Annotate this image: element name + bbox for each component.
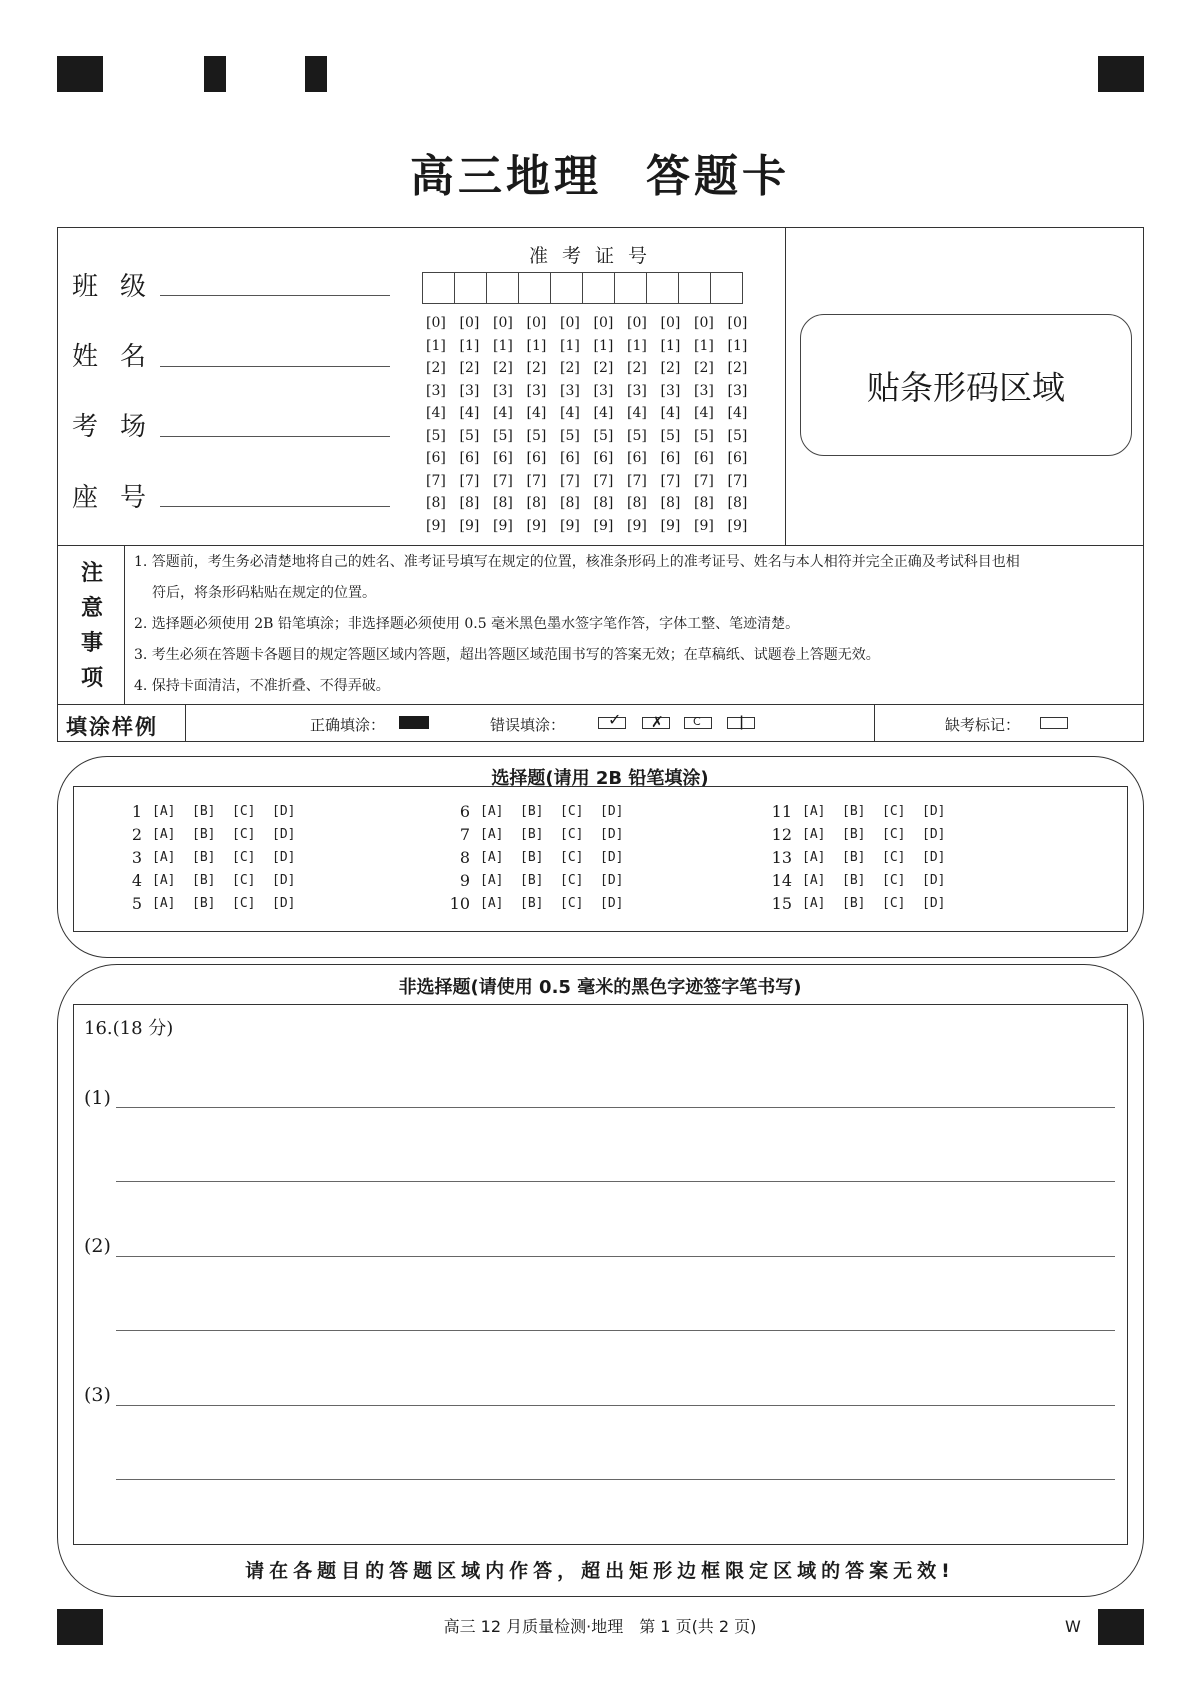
answer-line[interactable]: [116, 1256, 1115, 1257]
option-bubble[interactable]: [C]: [882, 896, 906, 911]
digit-bubble[interactable]: [4]: [459, 405, 480, 421]
digit-bubble[interactable]: [7]: [727, 472, 748, 489]
notice-item: 符后，将条形码粘贴在规定的位置。: [152, 585, 376, 601]
digit-bubble[interactable]: [6]: [727, 450, 748, 466]
option-bubble[interactable]: [D]: [272, 850, 296, 865]
digit-row: [426, 447, 761, 470]
digit-bubble[interactable]: [9]: [593, 517, 614, 534]
digit-bubble[interactable]: [0]: [593, 315, 614, 331]
option-bubble[interactable]: [A]: [480, 850, 504, 865]
digit-bubble[interactable]: [0]: [459, 315, 480, 331]
exam-number-box[interactable]: [422, 272, 455, 304]
digit-bubble[interactable]: [4]: [560, 405, 580, 421]
digit-bubble[interactable]: [6]: [660, 450, 681, 466]
digit-bubble[interactable]: [1]: [660, 337, 681, 354]
class-field[interactable]: [160, 295, 390, 296]
question-number: 12: [771, 825, 792, 844]
digit-bubble[interactable]: [1]: [560, 337, 580, 354]
choice-question-row: [112, 802, 312, 821]
notice-item: 1. 答题前，考生务必清楚地将自己的姓名、准考证号填写在规定的位置，核准条形码上的准考证号、姓名与本人相符并完全正确及考试科目也相: [134, 554, 1020, 570]
option-bubble[interactable]: [C]: [232, 827, 256, 842]
digit-bubble[interactable]: [7]: [560, 472, 580, 489]
choice-question-row: [762, 802, 962, 821]
option-bubble[interactable]: [D]: [272, 804, 296, 819]
digit-bubble[interactable]: [6]: [694, 450, 714, 466]
check-icon: ✓: [608, 710, 622, 729]
option-bubble[interactable]: [A]: [152, 850, 176, 865]
choice-question-row: [440, 825, 640, 844]
option-bubble[interactable]: [A]: [480, 804, 504, 819]
digit-bubble[interactable]: [2]: [459, 360, 480, 376]
option-bubble[interactable]: [A]: [802, 896, 826, 911]
digit-bubble[interactable]: [3]: [593, 382, 614, 399]
choice-question-row: [762, 894, 962, 913]
digit-bubble[interactable]: [0]: [660, 315, 681, 331]
exam-number-box[interactable]: [614, 272, 647, 304]
option-bubble[interactable]: [D]: [272, 827, 296, 842]
digit-bubble[interactable]: [8]: [627, 495, 647, 511]
question-number: 13: [771, 848, 792, 867]
option-bubble[interactable]: [A]: [802, 804, 826, 819]
digit-bubble[interactable]: [1]: [694, 337, 714, 354]
option-bubble[interactable]: [A]: [152, 804, 176, 819]
digit-bubble[interactable]: [4]: [727, 405, 748, 421]
option-bubble[interactable]: [C]: [882, 827, 906, 842]
divider: [185, 704, 186, 742]
digit-bubble[interactable]: [8]: [493, 495, 513, 511]
question-number: 7: [459, 825, 470, 844]
digit-bubble[interactable]: [7]: [627, 472, 647, 489]
notice-item: 2. 选择题必须使用 2B 铅笔填涂；非选择题必须使用 0.5 毫米黑色墨水签字笔作答，字体工整、笔迹清楚。: [134, 616, 800, 632]
part-label: (1): [84, 1087, 111, 1109]
exam-room-field[interactable]: [160, 436, 390, 437]
registration-mark: [204, 56, 226, 92]
option-bubble[interactable]: [D]: [922, 804, 946, 819]
digit-bubble[interactable]: [8]: [660, 495, 681, 511]
exam-number-box[interactable]: [486, 272, 519, 304]
exam-number-box[interactable]: [454, 272, 487, 304]
option-bubble[interactable]: [A]: [480, 873, 504, 888]
page-title: [0, 140, 1200, 204]
answer-line[interactable]: [116, 1181, 1115, 1182]
digit-bubble[interactable]: [5]: [727, 427, 748, 444]
option-bubble[interactable]: [D]: [922, 873, 946, 888]
exam-number-box[interactable]: [582, 272, 615, 304]
digit-bubble[interactable]: [8]: [727, 495, 748, 511]
option-bubble[interactable]: [C]: [882, 804, 906, 819]
open-section-title: 非选择题(请使用 0.5 毫米的黑色字迹签字笔书写): [398, 977, 802, 998]
digit-bubble[interactable]: [7]: [493, 472, 513, 489]
digit-bubble[interactable]: [4]: [526, 405, 547, 421]
option-bubble[interactable]: [A]: [152, 873, 176, 888]
digit-bubble[interactable]: [5]: [560, 427, 580, 444]
digit-bubble[interactable]: [9]: [493, 517, 513, 534]
choice-question-row: [112, 825, 312, 844]
digit-bubble[interactable]: [5]: [627, 427, 647, 444]
answer-line[interactable]: [116, 1405, 1115, 1406]
digit-row: [426, 335, 761, 358]
circle-c-icon: C: [693, 715, 701, 728]
digit-bubble[interactable]: [3]: [426, 382, 446, 399]
bar-icon: |: [739, 714, 745, 730]
digit-bubble[interactable]: [1]: [627, 337, 647, 354]
digit-bubble[interactable]: [5]: [526, 427, 547, 444]
open-section-inner: [73, 1004, 1128, 1545]
digit-bubble[interactable]: [8]: [459, 495, 480, 511]
divider: [57, 704, 1144, 705]
cross-icon: ✗: [651, 713, 664, 731]
option-bubble[interactable]: [B]: [192, 873, 216, 888]
digit-bubble[interactable]: [2]: [660, 360, 681, 376]
digit-bubble[interactable]: [6]: [426, 450, 446, 466]
digit-bubble[interactable]: [5]: [459, 427, 480, 444]
barcode-area: 贴条形码区域: [800, 314, 1132, 456]
digit-bubble[interactable]: [2]: [426, 360, 446, 376]
option-bubble[interactable]: [B]: [192, 896, 216, 911]
digit-bubble[interactable]: [2]: [560, 360, 580, 376]
option-bubble[interactable]: [A]: [802, 873, 826, 888]
digit-bubble[interactable]: [9]: [560, 517, 580, 534]
part-label: (3): [84, 1384, 111, 1406]
choice-question-row: [440, 871, 640, 890]
absent-mark-box[interactable]: [1040, 717, 1068, 729]
option-bubble[interactable]: [B]: [520, 850, 544, 865]
option-bubble[interactable]: [C]: [560, 804, 584, 819]
wrong-fill-cross-mark: [642, 713, 670, 731]
part-label: (2): [84, 1235, 111, 1257]
divider: [874, 704, 875, 742]
digit-bubble[interactable]: [7]: [694, 472, 714, 489]
choice-section-title: 选择题(请用 2B 铅笔填涂): [491, 768, 709, 789]
answer-line[interactable]: [116, 1330, 1115, 1331]
seat-label: 座号: [72, 483, 169, 513]
card-title: 答题卡: [646, 151, 790, 202]
exam-number-box[interactable]: [678, 272, 711, 304]
choice-question-row: [440, 848, 640, 867]
question-number: 16.(18 分): [84, 1018, 174, 1039]
digit-bubble[interactable]: [3]: [627, 382, 647, 399]
option-bubble[interactable]: [C]: [232, 850, 256, 865]
choice-question-row: [112, 848, 312, 867]
notice-heading-char: 项: [80, 666, 103, 691]
digit-bubble[interactable]: [4]: [426, 405, 446, 421]
digit-bubble[interactable]: [7]: [660, 472, 681, 489]
choice-question-row: [440, 802, 640, 821]
digit-bubble[interactable]: [4]: [593, 405, 614, 421]
seat-field[interactable]: [160, 506, 390, 507]
digit-bubble[interactable]: [6]: [560, 450, 580, 466]
digit-bubble[interactable]: [8]: [526, 495, 547, 511]
option-bubble[interactable]: [A]: [480, 827, 504, 842]
class-label: 班级: [72, 272, 169, 302]
option-bubble[interactable]: [C]: [560, 896, 584, 911]
digit-bubble[interactable]: [9]: [727, 517, 748, 534]
digit-bubble[interactable]: [6]: [526, 450, 547, 466]
wrong-fill-label: 错误填涂：: [490, 716, 566, 734]
answer-line[interactable]: [116, 1479, 1115, 1480]
digit-bubble[interactable]: [7]: [593, 472, 614, 489]
wrong-fill-bar-mark: [727, 714, 755, 730]
digit-bubble[interactable]: [9]: [660, 517, 681, 534]
question-number: 15: [771, 894, 792, 913]
option-bubble[interactable]: [D]: [600, 896, 624, 911]
digit-bubble[interactable]: [1]: [593, 337, 614, 354]
digit-bubble[interactable]: [6]: [459, 450, 480, 466]
digit-bubble[interactable]: [9]: [426, 517, 446, 534]
digit-bubble[interactable]: [6]: [493, 450, 513, 466]
digit-bubble[interactable]: [5]: [660, 427, 681, 444]
option-bubble[interactable]: [D]: [922, 850, 946, 865]
question-number: 6: [459, 802, 470, 821]
option-bubble[interactable]: [A]: [802, 827, 826, 842]
digit-row: [426, 380, 761, 403]
question-number: 9: [459, 871, 470, 890]
digit-row: [426, 357, 761, 380]
registration-mark: [1098, 56, 1144, 92]
digit-bubble[interactable]: [3]: [526, 382, 547, 399]
option-bubble[interactable]: [C]: [232, 804, 256, 819]
digit-bubble[interactable]: [0]: [493, 315, 513, 331]
option-bubble[interactable]: [C]: [560, 850, 584, 865]
digit-bubble[interactable]: [2]: [526, 360, 547, 376]
digit-bubble[interactable]: [3]: [694, 382, 714, 399]
answer-area-warning: 请在各题目的答题区域内作答，超出矩形边框限定区域的答案无效!: [245, 1560, 955, 1582]
option-bubble[interactable]: [B]: [520, 827, 544, 842]
digit-bubble[interactable]: [5]: [694, 427, 714, 444]
digit-bubble[interactable]: [3]: [493, 382, 513, 399]
digit-row: [426, 470, 761, 493]
footer-code: W: [1065, 1617, 1081, 1636]
digit-bubble[interactable]: [0]: [526, 315, 547, 331]
digit-bubble[interactable]: [7]: [526, 472, 547, 489]
digit-bubble[interactable]: [4]: [660, 405, 681, 421]
option-bubble[interactable]: [D]: [272, 896, 296, 911]
option-bubble[interactable]: [B]: [520, 804, 544, 819]
question-number: 11: [771, 802, 792, 821]
subject-title: 高三地理: [410, 151, 602, 202]
digit-bubble[interactable]: [5]: [593, 427, 614, 444]
digit-bubble[interactable]: [3]: [660, 382, 681, 399]
option-bubble[interactable]: [D]: [922, 896, 946, 911]
digit-bubble[interactable]: [2]: [593, 360, 614, 376]
option-bubble[interactable]: [B]: [520, 873, 544, 888]
divider: [785, 227, 786, 545]
registration-mark: [305, 56, 327, 92]
question-number: 8: [459, 848, 470, 867]
digit-bubble[interactable]: [1]: [727, 337, 748, 354]
question-number: 3: [131, 848, 142, 867]
wrong-fill-check-mark: [598, 710, 626, 729]
digit-bubble[interactable]: [1]: [493, 337, 513, 354]
exam-number-bubbles: [426, 312, 761, 537]
fill-sample-label: 填涂样例: [66, 715, 158, 739]
option-bubble[interactable]: [B]: [842, 804, 866, 819]
exam-number-box[interactable]: [646, 272, 679, 304]
digit-bubble[interactable]: [5]: [426, 427, 446, 444]
notice-heading-char: 意: [80, 596, 103, 621]
digit-bubble[interactable]: [6]: [593, 450, 614, 466]
option-bubble[interactable]: [B]: [192, 804, 216, 819]
digit-bubble[interactable]: [8]: [560, 495, 580, 511]
option-bubble[interactable]: [B]: [192, 850, 216, 865]
option-bubble[interactable]: [D]: [922, 827, 946, 842]
exam-number-box[interactable]: [518, 272, 551, 304]
digit-bubble[interactable]: [7]: [426, 472, 446, 489]
exam-room-label: 考场: [72, 412, 169, 442]
option-bubble[interactable]: [A]: [480, 896, 504, 911]
digit-bubble[interactable]: [1]: [459, 337, 480, 354]
digit-bubble[interactable]: [3]: [727, 382, 748, 399]
correct-fill-mark: [399, 716, 429, 729]
exam-number-box[interactable]: [550, 272, 583, 304]
option-bubble[interactable]: [A]: [152, 827, 176, 842]
digit-bubble[interactable]: [5]: [493, 427, 513, 444]
digit-bubble[interactable]: [0]: [694, 315, 714, 331]
option-bubble[interactable]: [B]: [842, 873, 866, 888]
choice-question-row: [112, 871, 312, 890]
digit-bubble[interactable]: [9]: [627, 517, 647, 534]
digit-bubble[interactable]: [8]: [593, 495, 614, 511]
digit-bubble[interactable]: [3]: [560, 382, 580, 399]
option-bubble[interactable]: [C]: [882, 873, 906, 888]
notice-heading-char: 注: [80, 561, 103, 586]
question-number: 5: [131, 894, 142, 913]
digit-bubble[interactable]: [2]: [694, 360, 714, 376]
digit-bubble[interactable]: [0]: [727, 315, 748, 331]
option-bubble[interactable]: [B]: [842, 896, 866, 911]
question-number: 10: [449, 894, 470, 913]
digit-bubble[interactable]: [8]: [694, 495, 714, 511]
digit-bubble[interactable]: [2]: [727, 360, 748, 376]
name-label: 姓名: [72, 342, 169, 372]
choice-question-row: [112, 894, 312, 913]
digit-row: [426, 515, 761, 538]
digit-bubble[interactable]: [9]: [459, 517, 480, 534]
digit-bubble[interactable]: [4]: [694, 405, 714, 421]
notice-item: 4. 保持卡面清洁，不准折叠、不得弄破。: [134, 678, 390, 694]
digit-bubble[interactable]: [9]: [526, 517, 547, 534]
correct-fill-label: 正确填涂：: [310, 716, 386, 734]
option-bubble[interactable]: [C]: [882, 850, 906, 865]
exam-number-boxes: [422, 272, 742, 304]
option-bubble[interactable]: [D]: [600, 850, 624, 865]
digit-bubble[interactable]: [9]: [694, 517, 714, 534]
option-bubble[interactable]: [C]: [560, 873, 584, 888]
exam-number-box[interactable]: [710, 272, 743, 304]
notice-heading-char: 事: [80, 631, 103, 656]
digit-row: [426, 425, 761, 448]
option-bubble[interactable]: [D]: [272, 873, 296, 888]
digit-bubble[interactable]: [6]: [627, 450, 647, 466]
page-footer: 高三 12 月质量检测·地理 第 1 页(共 2 页): [443, 1617, 757, 1636]
option-bubble[interactable]: [D]: [600, 827, 624, 842]
digit-bubble[interactable]: [0]: [560, 315, 580, 331]
option-bubble[interactable]: [C]: [232, 896, 256, 911]
digit-row: [426, 492, 761, 515]
option-bubble[interactable]: [B]: [192, 827, 216, 842]
notice-item: 3. 考生必须在答题卡各题目的规定答题区域内答题，超出答题区域范围书写的答案无效；在草稿纸、试题卷上答题无效。: [134, 647, 880, 663]
answer-line[interactable]: [116, 1107, 1115, 1108]
question-number: 2: [131, 825, 142, 844]
option-bubble[interactable]: [C]: [232, 873, 256, 888]
digit-bubble[interactable]: [1]: [526, 337, 547, 354]
choice-question-row: [762, 848, 962, 867]
digit-row: [426, 402, 761, 425]
question-number: 14: [771, 871, 792, 890]
digit-bubble[interactable]: [1]: [426, 337, 446, 354]
digit-bubble[interactable]: [8]: [426, 495, 446, 511]
digit-bubble[interactable]: [4]: [493, 405, 513, 421]
digit-bubble[interactable]: [0]: [426, 315, 446, 331]
question-number: 1: [131, 802, 142, 821]
choice-question-row: [762, 871, 962, 890]
registration-mark: [57, 56, 103, 92]
divider: [124, 545, 125, 704]
digit-row: [426, 312, 761, 335]
question-number: 4: [131, 871, 142, 890]
option-bubble[interactable]: [D]: [600, 804, 624, 819]
absent-mark-label: 缺考标记：: [945, 716, 1021, 734]
choice-question-row: [762, 825, 962, 844]
digit-bubble[interactable]: [4]: [627, 405, 647, 421]
option-bubble[interactable]: [D]: [600, 873, 624, 888]
digit-bubble[interactable]: [2]: [627, 360, 647, 376]
digit-bubble[interactable]: [0]: [627, 315, 647, 331]
option-bubble[interactable]: [B]: [842, 850, 866, 865]
divider: [57, 545, 1144, 546]
option-bubble[interactable]: [B]: [520, 896, 544, 911]
digit-bubble[interactable]: [2]: [493, 360, 513, 376]
exam-number-label: 准考证号: [528, 245, 661, 267]
name-field[interactable]: [160, 366, 390, 367]
wrong-fill-circle-mark: [684, 717, 712, 729]
digit-bubble[interactable]: [3]: [459, 382, 480, 399]
option-bubble[interactable]: [A]: [152, 896, 176, 911]
choice-question-row: [440, 894, 640, 913]
option-bubble[interactable]: [A]: [802, 850, 826, 865]
option-bubble[interactable]: [C]: [560, 827, 584, 842]
notice-heading: [60, 556, 124, 696]
digit-bubble[interactable]: [7]: [459, 472, 480, 489]
option-bubble[interactable]: [B]: [842, 827, 866, 842]
